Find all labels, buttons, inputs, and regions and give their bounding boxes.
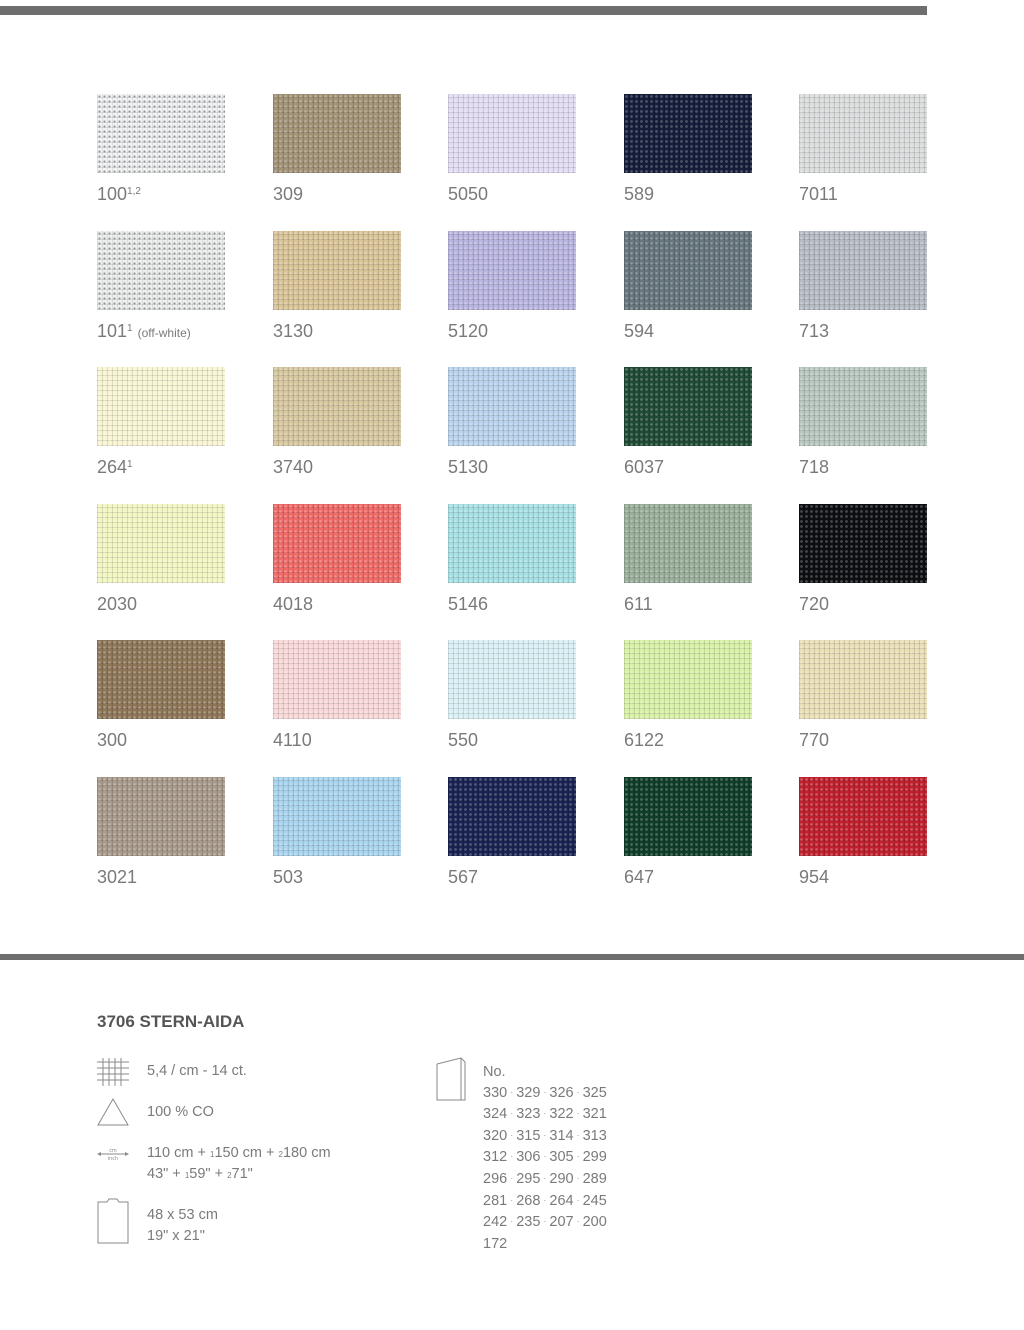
- size-cm: 48 x 53 cm: [147, 1207, 218, 1223]
- swatch-300: [97, 640, 225, 751]
- fabric-swatch-image: [273, 777, 401, 856]
- swatch-code-label: 2030: [97, 594, 138, 614]
- article-numbers: [483, 1062, 607, 1254]
- article-number-row: 312 · 306 · 305 · 299: [483, 1149, 607, 1166]
- size-inch: 19" x 21": [147, 1228, 205, 1244]
- swatch-code-label: 5146: [448, 594, 489, 614]
- swatch-100: [97, 94, 225, 205]
- swatch-3740: [273, 367, 401, 478]
- grid-count-icon: [97, 1058, 129, 1086]
- swatch-550: [448, 640, 576, 751]
- fabric-swatch-image: [799, 777, 927, 856]
- swatch-code-label: $101^1$ (off-white): [97, 321, 191, 341]
- fabric-swatch-image: [624, 504, 752, 583]
- fabric-swatch-image: [624, 367, 752, 446]
- swatch-code-label: 300: [97, 730, 128, 750]
- fabric-swatch-image: [97, 640, 225, 719]
- swatch-6122: [624, 640, 752, 751]
- width-inch-line: 43" + $^1$59" + $^2$71": [147, 1166, 253, 1182]
- width-icon-inch: inch: [107, 1156, 119, 1162]
- width-cm-line: 110 cm + $^1$150 cm + $^2$180 cm: [147, 1145, 331, 1161]
- swatch-718: [799, 367, 927, 478]
- swatch-code-label: 309: [273, 184, 304, 204]
- width-arrow-icon: [97, 1146, 129, 1162]
- fabric-swatch-image: [448, 640, 576, 719]
- swatch-code-label: 5120: [448, 321, 489, 341]
- material-text: 100 % CO: [147, 1104, 214, 1120]
- swatch-code-label: 3740: [273, 457, 314, 477]
- swatch-code-label: 770: [799, 730, 830, 750]
- fabric-swatch-image: [448, 367, 576, 446]
- section-divider: [0, 954, 1024, 960]
- swatch-code-label: 3130: [273, 321, 314, 341]
- swatch-code-label: 594: [624, 321, 655, 341]
- swatch-code-label: 720: [799, 594, 830, 614]
- swatch-4110: [273, 640, 401, 751]
- fabric-swatch-image: [97, 777, 225, 856]
- swatch-code-label: 550: [448, 730, 479, 750]
- swatch-3130: [273, 231, 401, 342]
- fabric-swatch-image: [97, 231, 225, 310]
- article-number-row: 242 · 235 · 207 · 200: [483, 1214, 607, 1231]
- fabric-swatch-image: [799, 504, 927, 583]
- swatch-101: [97, 231, 225, 344]
- swatch-5130: [448, 367, 576, 478]
- swatch-code-label: 4110: [273, 730, 312, 750]
- swatch-code-label: 611: [624, 594, 653, 614]
- fabric-swatch-image: [799, 367, 927, 446]
- swatch-code-label: 503: [273, 867, 304, 887]
- product-title: 3706 STERN-AIDA: [97, 1012, 245, 1031]
- top-divider: [0, 6, 927, 15]
- fabric-swatch-image: [799, 640, 927, 719]
- no-label: No.: [483, 1064, 506, 1080]
- swatch-5120: [448, 231, 576, 342]
- swatch-code-label: 713: [799, 321, 830, 341]
- swatch-594: [624, 231, 752, 342]
- fabric-swatch-image: [448, 231, 576, 310]
- swatch-code-label: 954: [799, 867, 830, 887]
- swatch-7011: [799, 94, 927, 205]
- swatch-309: [273, 94, 401, 205]
- fabric-swatch-image: [97, 94, 225, 173]
- swatch-503: [273, 777, 401, 888]
- fabric-swatch-image: [448, 504, 576, 583]
- swatch-code-label: 589: [624, 184, 655, 204]
- swatch-3021: [97, 777, 225, 888]
- fabric-swatch-image: [448, 94, 576, 173]
- sheet-size-icon: [97, 1198, 129, 1244]
- fabric-swatch-image: [799, 231, 927, 310]
- fabric-swatch-image: [624, 640, 752, 719]
- swatch-code-label: 567: [448, 867, 479, 887]
- swatch-6037: [624, 367, 752, 478]
- swatch-code-label: 4018: [273, 594, 314, 614]
- article-number-row: 172: [483, 1235, 508, 1252]
- swatch-code-label: $264^1$: [97, 457, 133, 477]
- swatch-code-label: 6037: [624, 457, 665, 477]
- swatch-954: [799, 777, 927, 888]
- swatch-code-label: 100$^{1,2}$: [97, 184, 141, 204]
- fabric-swatch-image: [624, 777, 752, 856]
- fabric-swatch-image: [448, 777, 576, 856]
- fabric-swatch-image: [273, 367, 401, 446]
- size-text: [147, 1205, 218, 1247]
- swatch-567: [448, 777, 576, 888]
- swatch-720: [799, 504, 927, 615]
- article-number-row: 281 · 268 · 264 · 245: [483, 1192, 607, 1209]
- swatch-code-label: 3021: [97, 867, 138, 887]
- article-number-row: 320 · 315 · 314 · 313: [483, 1127, 607, 1144]
- width-text: [147, 1143, 331, 1185]
- article-number-row: 324 · 323 · 322 · 321: [483, 1106, 607, 1123]
- fabric-swatch-image: [273, 640, 401, 719]
- swatch-2030: [97, 504, 225, 615]
- swatch-code-label: 647: [624, 867, 655, 887]
- swatch-code-label: 718: [799, 457, 830, 477]
- material-triangle-icon: [97, 1098, 129, 1126]
- fabric-swatch-image: [97, 367, 225, 446]
- width-icon-cm: cm: [109, 1148, 117, 1154]
- booklet-icon: [436, 1056, 466, 1102]
- article-number-row: 330 · 329 · 326 · 325: [483, 1084, 607, 1101]
- fabric-swatch-image: [273, 231, 401, 310]
- fabric-swatch-image: [97, 504, 225, 583]
- swatch-770: [799, 640, 927, 751]
- swatch-264: [97, 367, 225, 478]
- swatch-647: [624, 777, 752, 888]
- swatch-5050: [448, 94, 576, 205]
- swatch-5146: [448, 504, 576, 615]
- swatch-4018: [273, 504, 401, 615]
- thread-count-text: 5,4 / cm - 14 ct.: [147, 1063, 247, 1079]
- fabric-swatch-image: [624, 94, 752, 173]
- fabric-swatch-image: [273, 94, 401, 173]
- fabric-swatch-image: [799, 94, 927, 173]
- swatch-589: [624, 94, 752, 205]
- fabric-swatch-image: [624, 231, 752, 310]
- swatch-code-label: 7011: [799, 184, 838, 204]
- swatch-713: [799, 231, 927, 342]
- swatch-code-label: 6122: [624, 730, 665, 750]
- swatch-code-label: 5050: [448, 184, 489, 204]
- color-swatch-grid: [97, 94, 927, 894]
- fabric-swatch-image: [273, 504, 401, 583]
- article-number-row: 296 · 295 · 290 · 289: [483, 1170, 607, 1187]
- swatch-code-label: 5130: [448, 457, 489, 477]
- swatch-611: [624, 504, 752, 615]
